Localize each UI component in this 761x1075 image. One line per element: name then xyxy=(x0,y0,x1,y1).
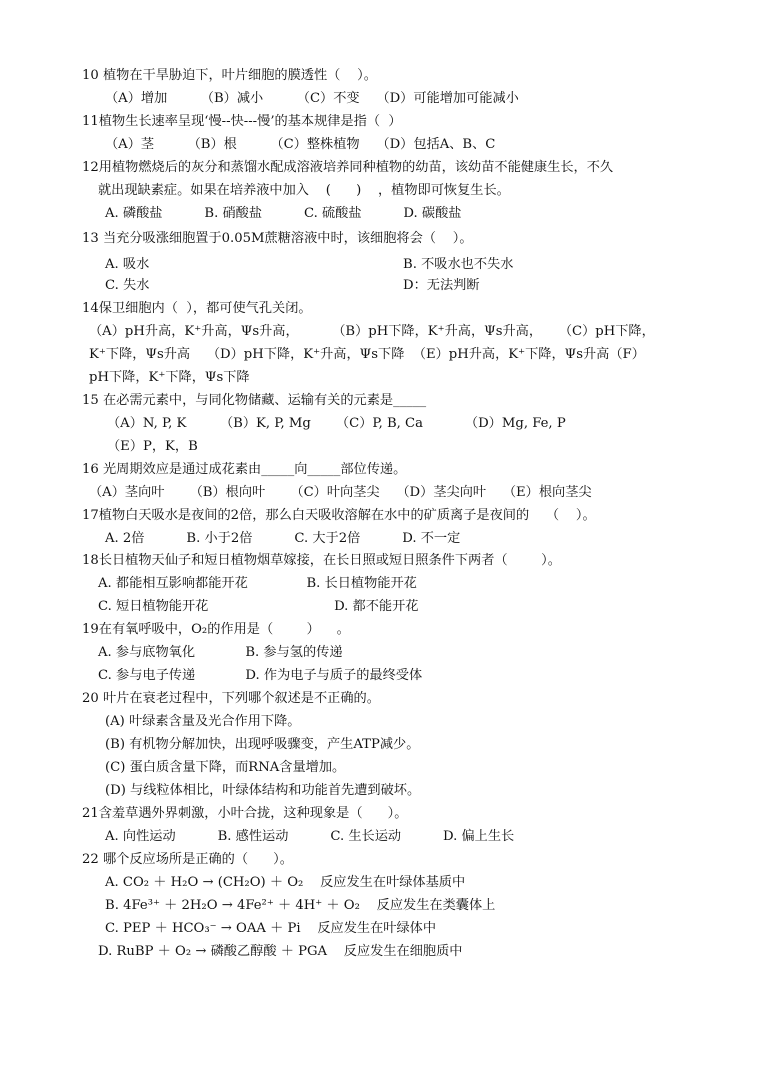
question-16-stem: 16 光周期效应是通过成花素由_____向_____部位传递。 xyxy=(82,462,407,477)
question-17-stem: 17植物白天吸水是夜间的2倍，那么白天吸收溶解在水中的矿质离子是夜间的 （ ）。 xyxy=(82,508,596,523)
question-22-option-d: D. RuBP ＋ O₂ → 磷酸乙醇酸 ＋ PGA 反应发生在细胞质中 xyxy=(98,944,463,959)
question-21-options: A. 向性运动 B. 感性运动 C. 生长运动 D. 偏上生长 xyxy=(105,829,515,844)
question-11-options: （A）茎 （B）根 （C）整株植物 （D）包括A、B、C xyxy=(105,137,496,152)
question-13-option-b: B. 不吸水也不失水 xyxy=(403,257,514,272)
question-19-stem: 19在有氧呼吸中，O₂的作用是（ ） 。 xyxy=(82,622,350,637)
question-14-options-1: （A）pH升高，K⁺升高，Ψs升高， （B）pH下降，K⁺升高，Ψs升高， （C）pH下降， xyxy=(89,324,655,339)
question-22-option-b: B. 4Fe³⁺ ＋ 2H₂O → 4Fe²⁺ ＋ 4H⁺ ＋ O₂ 反应发生在类囊体上 xyxy=(105,898,496,913)
question-15-stem: 15 在必需元素中，与同化物储藏、运输有关的元素是_____ xyxy=(82,393,427,408)
question-20-option-d: (D) 与线粒体相比，叶绿体结构和功能首先遭到破坏。 xyxy=(105,783,421,798)
question-13-stem: 13 当充分吸涨细胞置于0.05M蔗糖溶液中时，该细胞将会（ ）。 xyxy=(82,231,473,246)
question-13-option-c: C. 失水 xyxy=(105,278,150,293)
question-12-stem-cont: 就出现缺素症。如果在培养液中加入 ( ) ，植物即可恢复生长。 xyxy=(98,183,510,198)
question-11-stem: 11植物生长速率呈现‘慢--快---慢’的基本规律是指（ ） xyxy=(82,114,402,129)
question-20-option-c: (C) 蛋白质含量下降，而RNA含量增加。 xyxy=(105,760,346,775)
question-20-stem: 20 叶片在衰老过程中，下列哪个叙述是不正确的。 xyxy=(82,691,380,706)
question-22-stem: 22 哪个反应场所是正确的（ ）。 xyxy=(82,852,293,867)
question-15-options-1: （A）N, P, K （B）K, P, Mg （C）P, B, Ca （D）Mg, Fe, P xyxy=(107,416,566,431)
question-18-options-1: A. 都能相互影响都能开花 B. 长日植物能开花 xyxy=(98,576,417,591)
question-10-options: （A）增加 （B）减小 （C）不变 （D）可能增加可能减小 xyxy=(105,91,519,106)
question-19-options-2: C. 参与电子传递 D. 作为电子与质子的最终受体 xyxy=(98,668,423,683)
question-22-option-a: A. CO₂ ＋ H₂O → (CH₂O) ＋ O₂ 反应发生在叶绿体基质中 xyxy=(105,875,466,890)
question-12-stem: 12用植物燃烧后的灰分和蒸馏水配成溶液培养同种植物的幼苗，该幼苗不能健康生长，不久 xyxy=(82,160,614,175)
question-21-stem: 21含羞草遇外界刺激，小叶合拢，这种现象是（ ）。 xyxy=(82,806,408,821)
question-18-stem: 18长日植物天仙子和短日植物烟草嫁接，在长日照或短日照条件下两者（ ）。 xyxy=(82,553,561,568)
question-20-option-b: (B) 有机物分解加快，出现呼吸骤变，产生ATP减少。 xyxy=(105,737,420,752)
question-14-options-2: K⁺下降，Ψs升高 （D）pH下降，K⁺升高，Ψs下降 （E）pH升高，K⁺下降，Ψs升高（F） xyxy=(89,347,645,362)
question-13-option-d: D：无法判断 xyxy=(403,278,480,293)
question-12-options: A. 磷酸盐 B. 硝酸盐 C. 硫酸盐 D. 碳酸盐 xyxy=(105,206,462,221)
question-19-options-1: A. 参与底物氧化 B. 参与氢的传递 xyxy=(98,645,343,660)
question-13-option-a: A. 吸水 xyxy=(105,257,150,272)
question-20-option-a: (A) 叶绿素含量及光合作用下降。 xyxy=(105,714,301,729)
question-22-option-c: C. PEP ＋ HCO₃⁻ → OAA ＋ Pi 反应发生在叶绿体中 xyxy=(105,921,437,936)
question-14-stem: 14保卫细胞内（ ），都可使气孔关闭。 xyxy=(82,301,312,316)
question-10-stem: 10 植物在干旱胁迫下，叶片细胞的膜透性（ ）。 xyxy=(82,68,377,83)
question-17-options: A. 2倍 B. 小于2倍 C. 大于2倍 D. 不一定 xyxy=(105,531,461,546)
question-15-options-2: （E）P，K，B xyxy=(107,439,198,454)
question-16-options: （A）茎向叶 （B）根向叶 （C）叶向茎尖 （D）茎尖向叶 （E）根向茎尖 xyxy=(89,485,592,500)
question-18-options-2: C. 短日植物能开花 D. 都不能开花 xyxy=(98,599,419,614)
question-14-options-3: pH下降，K⁺下降，Ψs下降 xyxy=(89,370,250,385)
